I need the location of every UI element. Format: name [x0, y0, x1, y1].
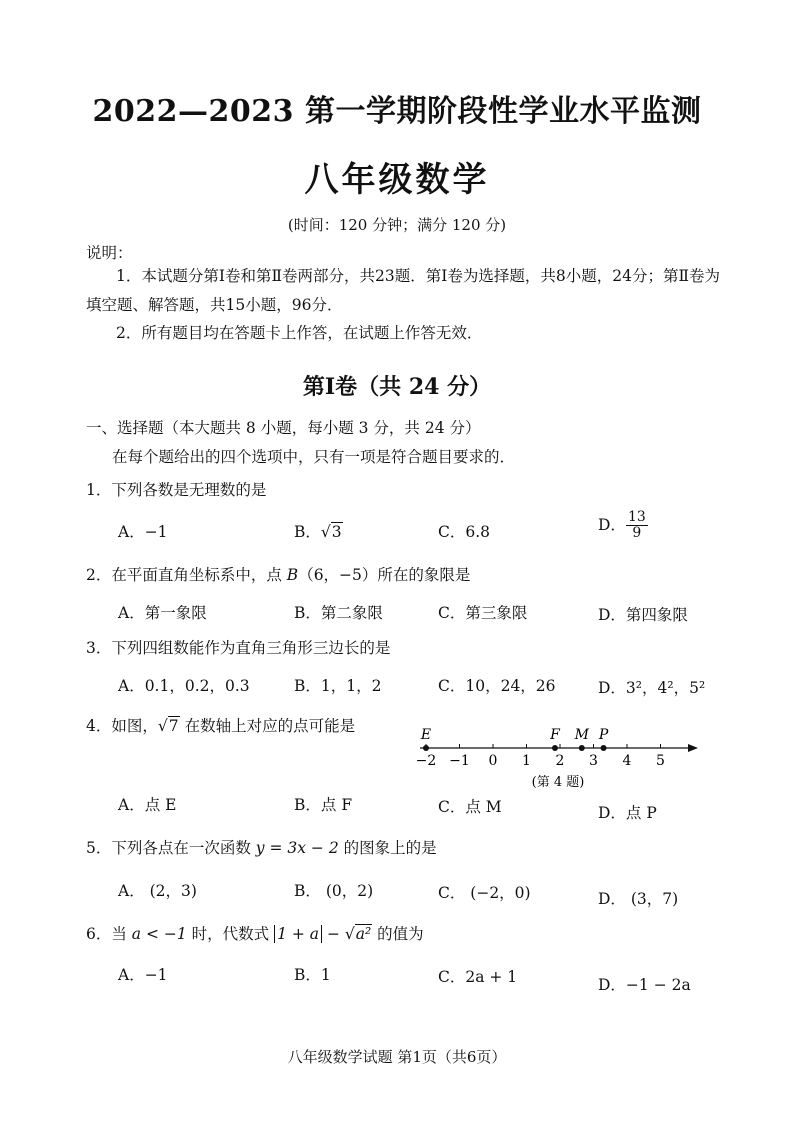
q6-radicand: a² [355, 925, 372, 943]
number-line-point-label: E [420, 727, 432, 743]
q5-option-b: B． (0，2) [294, 882, 374, 900]
number-line-point-label: P [598, 727, 609, 743]
q2-option-b: B．第二象限 [294, 604, 383, 622]
q1-option-d [598, 510, 648, 542]
q3-option-a: A．0.1，0.2，0.3 [118, 677, 250, 695]
q6-option-a: A．−1 [118, 966, 168, 984]
q3-option-b: B．1，1，2 [294, 677, 382, 695]
number-line-tick-label: 1 [522, 753, 531, 769]
q1-option-d-label: D． [598, 515, 626, 534]
section-title: 第Ⅰ卷（共 24 分） [302, 374, 492, 400]
q1-option-b [294, 520, 343, 542]
number-line-tick-label: 5 [656, 753, 665, 769]
q4-option-d: D．点 P [598, 804, 657, 822]
q4-radicand: 7 [168, 717, 179, 735]
instructions-label: 说明： [86, 244, 133, 262]
exam-title: 2022—2023 第一学期阶段性学业水平监测 [92, 94, 702, 129]
q2-stem-pre: 2．在平面直角坐标系中，点 [86, 566, 287, 584]
question-4-stem [86, 714, 355, 736]
q6-stem-post: 的值为 [372, 925, 424, 943]
number-line-tick-label: 0 [488, 753, 498, 769]
q6-stem-mid: 时，代数式 [186, 925, 275, 943]
q2-stem-post: （6，−5）所在的象限是 [298, 566, 471, 584]
q1-option-c: C．6.8 [438, 523, 491, 541]
q1-option-a: A．−1 [118, 523, 168, 541]
section-subheading: 在每个题给出的四个选项中，只有一项是符合题目要求的． [112, 448, 516, 466]
q5-option-c: C． (−2，0) [438, 884, 531, 902]
q3-option-c: C．10，24，26 [438, 677, 556, 695]
q4-option-c: C．点 M [438, 798, 502, 816]
fraction [626, 510, 648, 542]
q4-option-a: A．点 E [118, 796, 177, 814]
number-line-point-label: F [550, 727, 560, 743]
number-line-point-P [601, 745, 607, 751]
q6-option-d: D．−1 − 2a [598, 976, 691, 994]
q2-option-c: C．第三象限 [438, 604, 528, 622]
q5-equation: y = 3x − 2 [255, 839, 339, 857]
sqrt-symbol: √a² [344, 925, 372, 943]
q2-point-var: B [286, 566, 299, 584]
number-line-arrow [688, 744, 698, 752]
number-line-point-M [579, 745, 585, 751]
page-footer: 八年级数学试题 第1页（共6页） [287, 1048, 507, 1066]
fraction-denominator: 9 [632, 525, 642, 542]
number-line-point-F [552, 745, 558, 751]
q6-minus: − [322, 925, 345, 943]
q1-option-b-radicand: 3 [331, 523, 342, 541]
question-3-stem: 3．下列四组数能作为直角三角形三边长的是 [86, 639, 391, 657]
question-2-stem [86, 563, 470, 585]
number-line-tick-label: 2 [555, 753, 565, 769]
q5-option-a: A． (2，3) [118, 882, 197, 900]
number-line-figure [408, 716, 708, 792]
instruction-item-2: 2．所有题目均在答题卡上作答，在试题上作答无效． [116, 324, 483, 342]
number-line-tick-label: 3 [589, 753, 598, 769]
q1-option-b-label: B． [294, 523, 321, 541]
absolute-value [274, 925, 322, 943]
q6-condition: a < −1 [131, 925, 187, 943]
number-line-tick-label: −2 [415, 753, 437, 769]
q5-stem-post: 的图象上的是 [338, 839, 437, 857]
q2-option-d: D．第四象限 [598, 606, 688, 624]
q6-abs-expr: 1 + a [277, 925, 320, 943]
subject-title: 八年级数学 [304, 160, 490, 200]
number-line-point-E [423, 745, 429, 751]
instruction-item-1: 1．本试题分第Ⅰ卷和第Ⅱ卷两部分，共23题．第Ⅰ卷为选择题，共8小题，24分；第Ⅱ卷为 [116, 267, 720, 285]
number-line-tick-label: 4 [622, 753, 632, 769]
q3-option-d: D．3²，4²，5² [598, 679, 706, 697]
question-1-stem: 1．下列各数是无理数的是 [86, 481, 267, 499]
instruction-item-1-cont: 填空题、解答题，共15小题，96分． [86, 296, 343, 314]
q4-stem-post: 在数轴上对应的点可能是 [179, 717, 356, 735]
q2-option-a: A．第一象限 [118, 604, 207, 622]
sqrt-symbol: √3 [320, 523, 342, 541]
number-line-tick-label: −1 [449, 753, 470, 769]
time-info: (时间：120 分钟；满分 120 分) [287, 216, 507, 234]
q6-option-b: B．1 [294, 966, 331, 984]
q6-option-c: C．2a + 1 [438, 968, 518, 986]
q6-stem-pre: 6．当 [86, 925, 132, 943]
question-6-stem [86, 922, 424, 944]
question-5-stem [86, 836, 437, 858]
q4-stem-pre: 4．如图， [86, 717, 158, 735]
q5-stem-pre: 5．下列各点在一次函数 [86, 839, 256, 857]
q5-option-d: D． (3，7) [598, 890, 679, 908]
section-heading: 一、选择题（本大题共 8 小题，每小题 3 分，共 24 分） [86, 419, 481, 437]
figure-caption: (第 4 题) [531, 775, 585, 790]
fraction-numerator: 13 [627, 509, 646, 525]
sqrt-symbol: √7 [157, 717, 179, 735]
number-line-point-label: M [574, 727, 589, 743]
q4-option-b: B．点 F [294, 796, 353, 814]
